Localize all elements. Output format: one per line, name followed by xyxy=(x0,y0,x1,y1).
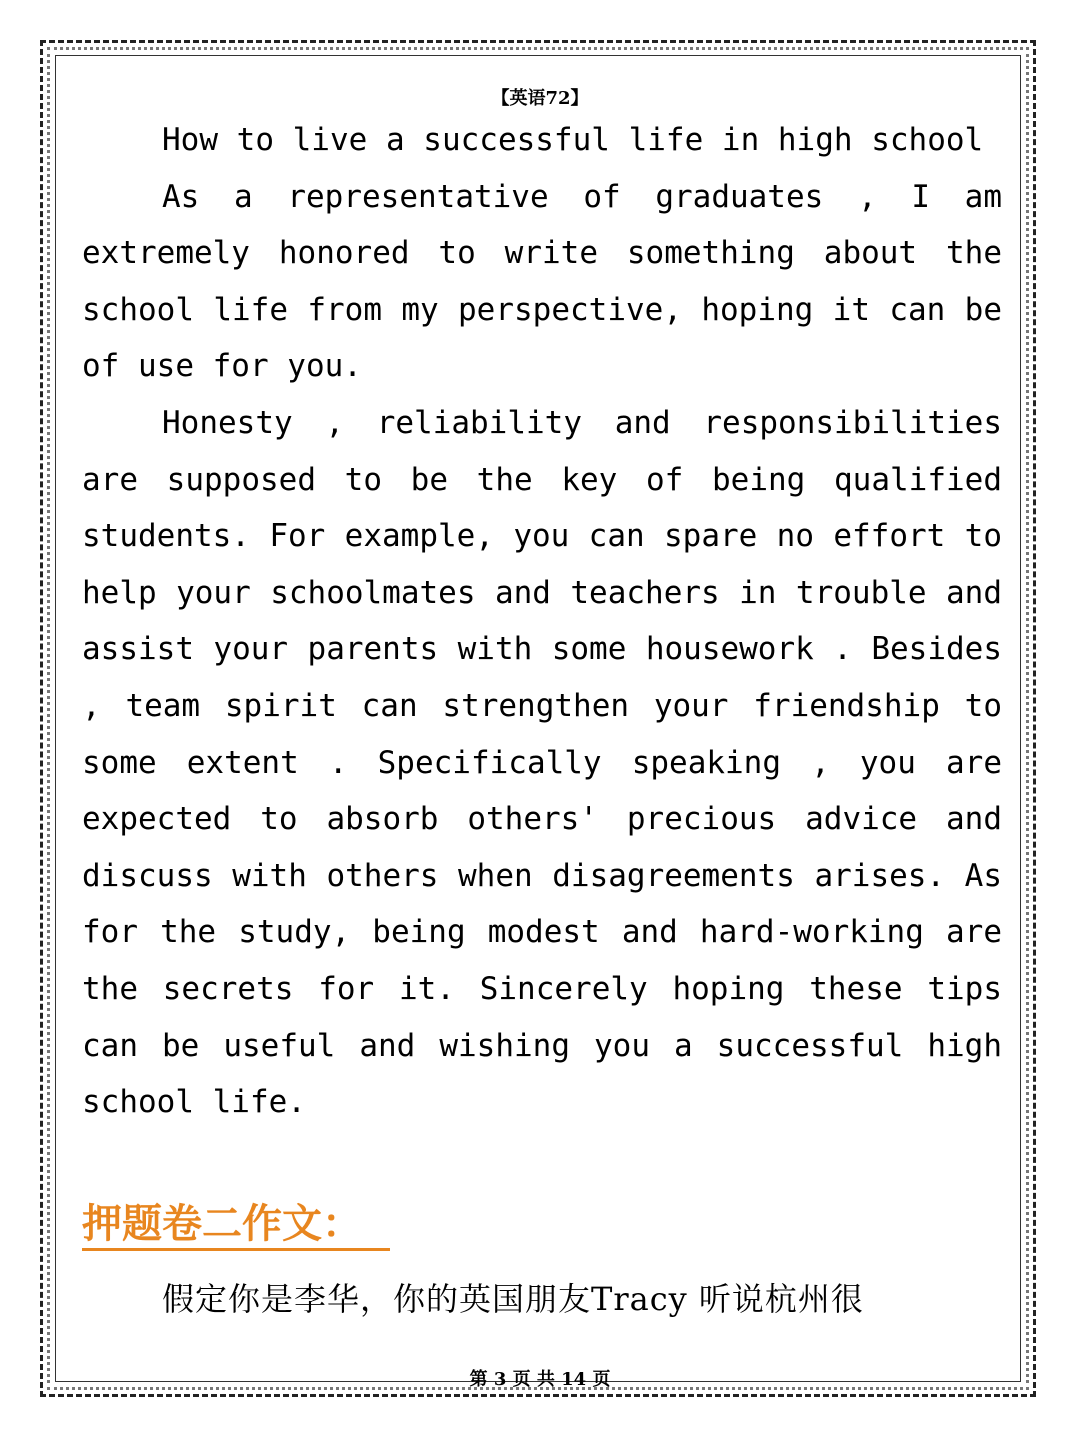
document-header: 【英语72】 xyxy=(491,88,589,109)
essay-title: How to live a successful life in high school xyxy=(162,122,984,158)
page-number-footer: 第 3 页 共 14 页 xyxy=(469,1369,611,1390)
section-prompt-text: 假定你是李华，你的英国朋友Tracy 听说杭州很 xyxy=(162,1280,864,1318)
essay-paragraph-1: As a representative of graduates , I am extremely honored to write something about the school life from my perspective, hoping it can be of use for you. xyxy=(82,178,1002,385)
essay-paragraph-2: Honesty , reliability and responsibilities are supposed to be the key of being qualified students. For example, you can spare no effort to help your schoolmates and teachers in trouble and assist your parents with some housework . Besides , team spirit can strengthen your friendship to some extent . Specifically speaking , you are expected to absorb others' precious advice and discuss with others when disagreements arises. As for the study, being modest and hard-working are the secrets for it. Sincerely hoping these tips can be useful and wishing you a successful high school life. xyxy=(82,404,1002,1121)
section-heading: 押题卷二作文： xyxy=(82,1200,390,1251)
essay-body xyxy=(82,112,1002,1131)
